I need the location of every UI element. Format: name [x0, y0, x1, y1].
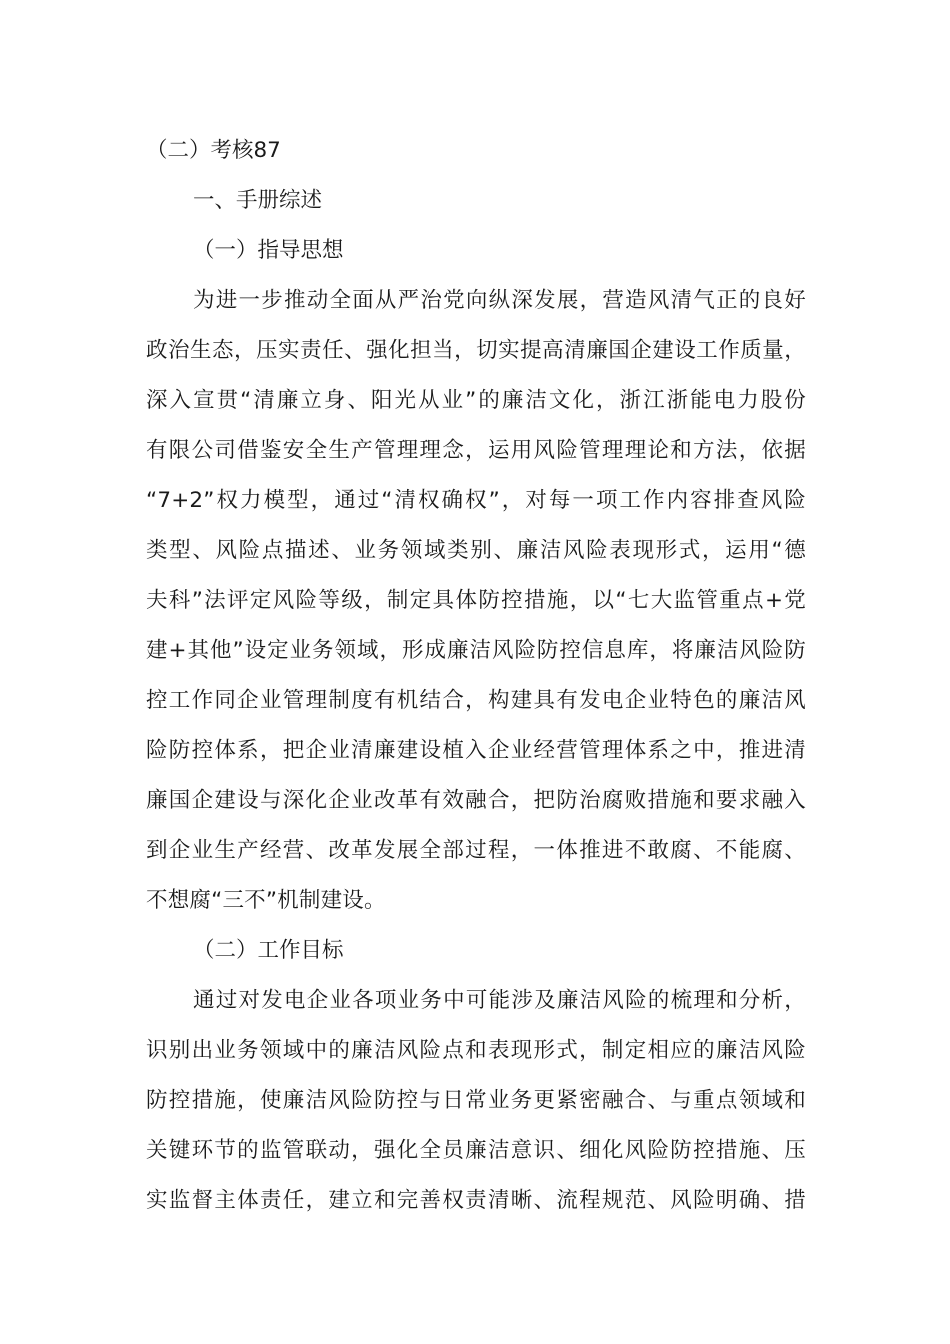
paragraph-line: 类型、风险点描述、业务领域类别、廉洁风险表现形式，运用“德	[146, 538, 806, 563]
paragraph-line: 建+其他”设定业务领域，形成廉洁风险防控信息库，将廉洁风险防	[146, 638, 806, 663]
section-heading-work-goals: （二）工作目标	[193, 938, 344, 963]
chapter-heading: 一、手册综述	[193, 188, 323, 213]
paragraph-line: 廉国企建设与深化企业改革有效融合，把防治腐败措施和要求融入	[146, 788, 806, 813]
toc-entry: （二）考核87	[146, 138, 281, 163]
paragraph-line: “7+2”权力模型，通过“清权确权”，对每一项工作内容排查风险	[146, 488, 806, 513]
paragraph-line: 实监督主体责任，建立和完善权责清晰、流程规范、风险明确、措	[146, 1188, 806, 1213]
paragraph-line: 防控措施，使廉洁风险防控与日常业务更紧密融合、与重点领域和	[146, 1088, 806, 1113]
paragraph-line: 通过对发电企业各项业务中可能涉及廉洁风险的梳理和分析，	[193, 988, 806, 1013]
paragraph-line: 识别出业务领域中的廉洁风险点和表现形式，制定相应的廉洁风险	[146, 1038, 806, 1063]
paragraph-line: 深入宣贯“清廉立身、阳光从业”的廉洁文化，浙江浙能电力股份	[146, 388, 806, 413]
paragraph-line: 到企业生产经营、改革发展全部过程，一体推进不敢腐、不能腐、	[146, 838, 806, 863]
paragraph-line: 为进一步推动全面从严治党向纵深发展，营造风清气正的良好	[193, 288, 806, 313]
section-heading-guiding-ideology: （一）指导思想	[193, 238, 344, 263]
paragraph-line: 控工作同企业管理制度有机结合，构建具有发电企业特色的廉洁风	[146, 688, 806, 713]
paragraph-line: 有限公司借鉴安全生产管理理念，运用风险管理理论和方法，依据	[146, 438, 806, 463]
paragraph-line: 政治生态，压实责任、强化担当，切实提高清廉国企建设工作质量，	[146, 338, 806, 363]
paragraph-line: 不想腐“三不”机制建设。	[146, 888, 386, 913]
paragraph-line: 关键环节的监管联动，强化全员廉洁意识、细化风险防控措施、压	[146, 1138, 806, 1163]
paragraph-line: 夫科”法评定风险等级，制定具体防控措施，以“七大监管重点+党	[146, 588, 806, 613]
paragraph-line: 险防控体系，把企业清廉建设植入企业经营管理体系之中，推进清	[146, 738, 806, 763]
